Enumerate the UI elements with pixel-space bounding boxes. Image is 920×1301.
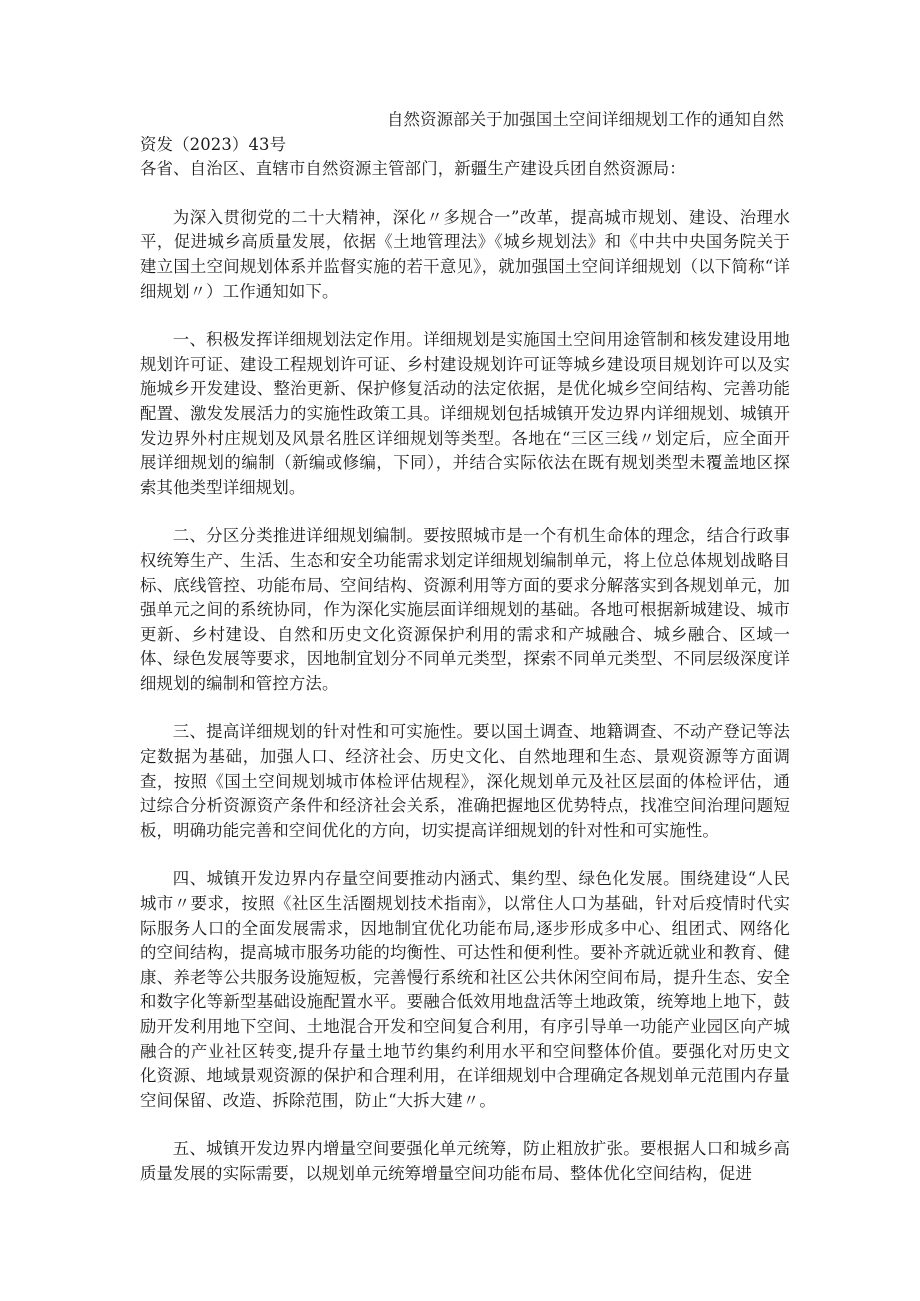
paragraph-section-3: 三、提高详细规划的针对性和可实施性。要以国土调查、地籍调查、不动产登记等法定数据为基础，加强人口、经济社会、历史文化、自然地理和生态、景观资源等方面调查，按照《国土空间规划城市体检评估规程》，深化规划单元及社区层面的体检评估，通过综合分析资源资产条件和经济社会关系，准确把握地区优势特点，找准空间治理问题短板，明确功能完善和空间优化的方向，切实提高详细规划的针对性和可实施性。 — [140, 722, 790, 840]
addressee: 各省、自治区、直辖市自然资源主管部门，新疆生产建设兵团自然资源局： — [140, 159, 686, 179]
spacer — [140, 500, 790, 524]
paragraph-section-4: 四、城镇开发边界内存量空间要推动内涵式、集约型、绿色化发展。围绕建设“人民城市〃要求，按照《社区生活圈规划技术指南》，以常住人口为基础，针对后疫情时代实际服务人口的全面发展需求，因地制宜优化功能布局,逐步形成多中心、组团式、网络化的空间结构，提高城市服务功能的均衡性、可达性和便利性。要补齐就近就业和教育、健康、养老等公共服务设施短板，完善慢行系统和社区公共休闲空间布局，提升生态、安全和数字化等新型基础设施配置水平。要融合低效用地盘活等土地政策，统筹地上地下，鼓励开发利用地下空间、土地混合开发和空间复合利用，有序引导单一功能产业园区向产城融合的产业社区转变,提升存量土地节约集约利用水平和空间整体价值。要强化对历史文化资源、地域景观资源的保护和合理利用，在详细规划中合理确定各规划单元范围内存量空间保留、改造、拆除范围，防止“大拆大建〃。 — [140, 869, 790, 1110]
spacer — [140, 1113, 790, 1137]
paragraph-section-5: 五、城镇开发边界内增量空间要强化单元统筹，防止粗放扩张。要根据人口和城乡高质量发展的实际需要，以规划单元统筹增量空间功能布局、整体优化空间结构，促进 — [140, 1139, 790, 1183]
spacer — [140, 304, 790, 328]
spacer — [140, 696, 790, 720]
paragraph-intro: 为深入贯彻党的二十大精神，深化〃多规合一”改革，提高城市规划、建设、治理水平，促进城乡高质量发展，依据《土地管理法》《城乡规划法》和《中共中央国务院关于建立国土空间规划体系并监督实施的若干意见》，就加强国土空间详细规划（以下简称“详细规划〃）工作通知如下。 — [140, 207, 790, 301]
spacer — [140, 843, 790, 867]
document-title: 自然资源部关于加强国土空间详细规划工作的通知自然 — [387, 110, 784, 129]
spacer — [140, 182, 790, 206]
document-number: 资发（2023）43号 — [140, 134, 287, 154]
paragraph-section-2: 二、分区分类推进详细规划编制。要按照城市是一个有机生命体的理念，结合行政事权统筹生产、生活、生态和安全功能需求划定详细规划编制单元，将上位总体规划战略目标、底线管控、功能布局、空间结构、资源利用等方面的要求分解落实到各规划单元，加强单元之间的系统协同，作为深化实施层面详细规划的基础。各地可根据新城建设、城市更新、乡村建设、自然和历史文化资源保护利用的需求和产城融合、城乡融合、区域一体、绿色发展等要求，因地制宜划分不同单元类型，探索不同单元类型、不同层级深度详细规划的编制和管控方法。 — [140, 526, 790, 693]
document-page — [140, 108, 790, 1187]
paragraph-section-1: 一、积极发挥详细规划法定作用。详细规划是实施国土空间用途管制和核发建设用地规划许可证、建设工程规划许可证、乡村建设规划许可证等城乡建设项目规划许可以及实施城乡开发建设、整治更新、保护修复活动的法定依据，是优化城乡空间结构、完善功能配置、激发发展活力的实施性政策工具。详细规划包括城镇开发边界内详细规划、城镇开发边界外村庄规划及风景名胜区详细规划等类型。各地在“三区三线〃划定后，应全面开展详细规划的编制（新编或修编，下同），并结合实际依法在既有规划类型未覆盖地区探索其他类型详细规划。 — [140, 330, 790, 497]
